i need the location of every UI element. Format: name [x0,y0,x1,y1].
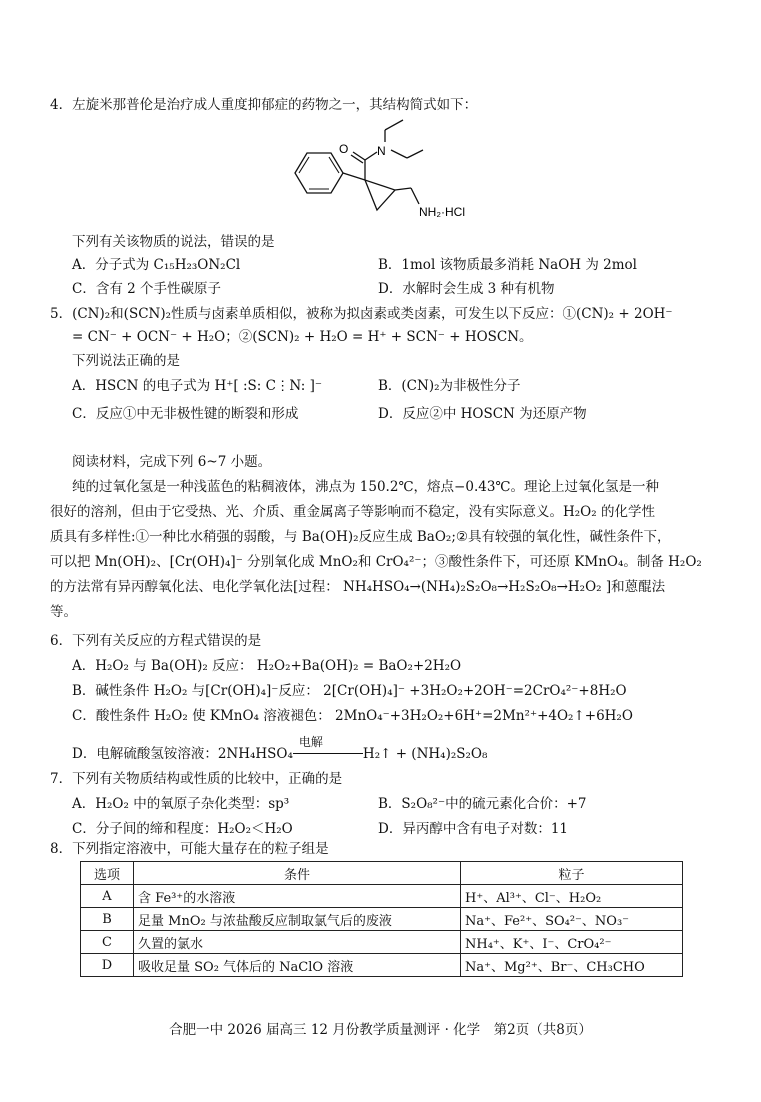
table-row [81,885,683,908]
q7-option-b: B．S₂O₈²⁻中的硫元素化合价：+7 [378,796,587,812]
table-row [81,908,683,931]
q8-table [80,861,683,977]
q5-option-a: A．HSCN 的电子式为 H⁺[ :S: C⋮N: ]⁻ [72,378,322,394]
header-particles: 粒子 [461,862,683,885]
q7-option-c: C．分子间的缔和程度：H₂O₂＜H₂O [72,821,293,837]
q6-option-d [72,735,488,763]
q4-option-b: B．1mol 该物质最多消耗 NaOH 为 2mol [378,257,637,273]
row-particles: Na⁺、Mg²⁺、Br⁻、CH₃CHO [461,954,683,977]
electrolysis-condition: 电解 [298,735,323,749]
row-particles: Na⁺、Fe²⁺、SO₄²⁻、NO₃⁻ [461,908,683,931]
q5-prompt: 下列说法正确的是 [72,353,180,369]
reading-line-1: 纯的过氧化氢是一种浅蓝色的粘稠液体，沸点为 150.2℃，熔点−0.43℃。理论上过氧化氢是一种 [72,479,660,495]
q4-stem: 4．左旋米那普伦是治疗成人重度抑郁症的药物之一，其结构简式如下： [50,97,478,113]
row-particles: NH₄⁺、K⁺、I⁻、CrO₄²⁻ [461,931,683,954]
row-condition: 吸收足量 SO₂ 气体后的 NaClO 溶液 [134,954,461,977]
q4-option-c: C．含有 2 个手性碳原子 [72,281,222,297]
q6-d-product: H₂↑ + (NH₄)₂S₂O₈ [362,746,488,762]
q7-stem: 7．下列有关物质结构或性质的比较中，正确的是 [50,771,343,787]
table-row [81,954,683,977]
oxygen-label: O [339,142,349,156]
q4-option-d: D．水解时会生成 3 种有机物 [378,281,555,297]
row-particles: H⁺、Al³⁺、Cl⁻、H₂O₂ [461,885,683,908]
q4-prompt: 下列有关该物质的说法，错误的是 [72,234,275,250]
amine-label: NH₂·HCl [419,205,465,219]
row-option: C [81,931,134,954]
nitrogen-label: N [377,144,386,158]
header-option: 选项 [81,862,134,885]
row-option: D [81,954,134,977]
q5-option-d: D．反应②中 HOSCN 为还原产物 [378,406,587,422]
row-condition: 含 Fe³⁺的水溶液 [134,885,461,908]
molecule-structure [285,118,485,228]
q6-option-a: A．H₂O₂ 与 Ba(OH)₂ 反应： H₂O₂+Ba(OH)₂ = BaO₂+2H₂O [72,658,462,674]
row-condition: 足量 MnO₂ 与浓盐酸反应制取氯气后的废液 [134,908,461,931]
q6-stem: 6．下列有关反应的方程式错误的是 [50,633,262,649]
reading-line-4: 可以把 Mn(OH)₂、[Cr(OH)₄]⁻ 分别氧化成 MnO₂和 CrO₄²⁻；③酸性条件下，可还原 KMnO₄。制备 H₂O₂ [50,554,702,570]
q6-option-c: C．酸性条件 H₂O₂ 使 KMnO₄ 溶液褪色： 2MnO₄⁻+3H₂O₂+6H⁺=2Mn²⁺+4O₂↑+6H₂O [72,708,633,724]
q8-stem: 8．下列指定溶液中，可能大量存在的粒子组是 [50,841,329,857]
row-option: A [81,885,134,908]
reading-line-6: 等。 [50,604,77,620]
table-row [81,931,683,954]
reading-intro: 阅读材料，完成下列 6~7 小题。 [72,454,272,470]
reading-line-2: 很好的溶剂，但由于它受热、光、介质、重金属离子等影响而不稳定，没有实际意义。H₂O₂ 的化学性 [50,504,655,520]
q5-option-c: C．反应①中无非极性键的断裂和形成 [72,406,299,422]
q7-option-a: A．H₂O₂ 中的氧原子杂化类型：sp³ [72,796,290,812]
row-condition: 久置的氯水 [134,931,461,954]
page-footer: 合肥一中 2026 届高三 12 月份教学质量测评 · 化学 第2页（共8页） [169,1022,592,1038]
q5-option-b: B．(CN)₂为非极性分子 [378,378,521,394]
q4-option-a: A．分子式为 C₁₅H₂₃ON₂Cl [72,257,241,273]
header-condition: 条件 [134,862,461,885]
reading-line-3: 质具有多样性:①一种比水稍强的弱酸，与 Ba(OH)₂反应生成 BaO₂;②具有较强的氧化性，碱性条件下， [50,529,671,545]
q6-d-reactant: D．电解硫酸氢铵溶液：2NH₄HSO₄ [72,746,293,762]
table-header-row [81,862,683,885]
q6-option-b: B．碱性条件 H₂O₂ 与[Cr(OH)₄]⁻反应： 2[Cr(OH)₄]⁻ +3H₂O₂+2OH⁻=2CrO₄²⁻+8H₂O [72,683,627,699]
q5-line2: = CN⁻ + OCN⁻ + H₂O；②(SCN)₂ + H₂O = H⁺ + SCN⁻ + HOSCN。 [72,329,533,345]
q5-line1: 5．(CN)₂和(SCN)₂性质与卤素单质相似，被称为拟卤素或类卤素，可发生以下反应：①(CN)₂ + 2OH⁻ [50,306,673,322]
q7-option-d: D．异丙醇中含有电子对数：11 [378,821,569,837]
reading-line-5: 的方法常有异丙醇氧化法、电化学氧化法[过程： NH₄HSO₄→(NH₄)₂S₂O₈→H₂S₂O₈→H₂O₂ ]和蒽醌法 [50,579,666,595]
row-option: B [81,908,134,931]
